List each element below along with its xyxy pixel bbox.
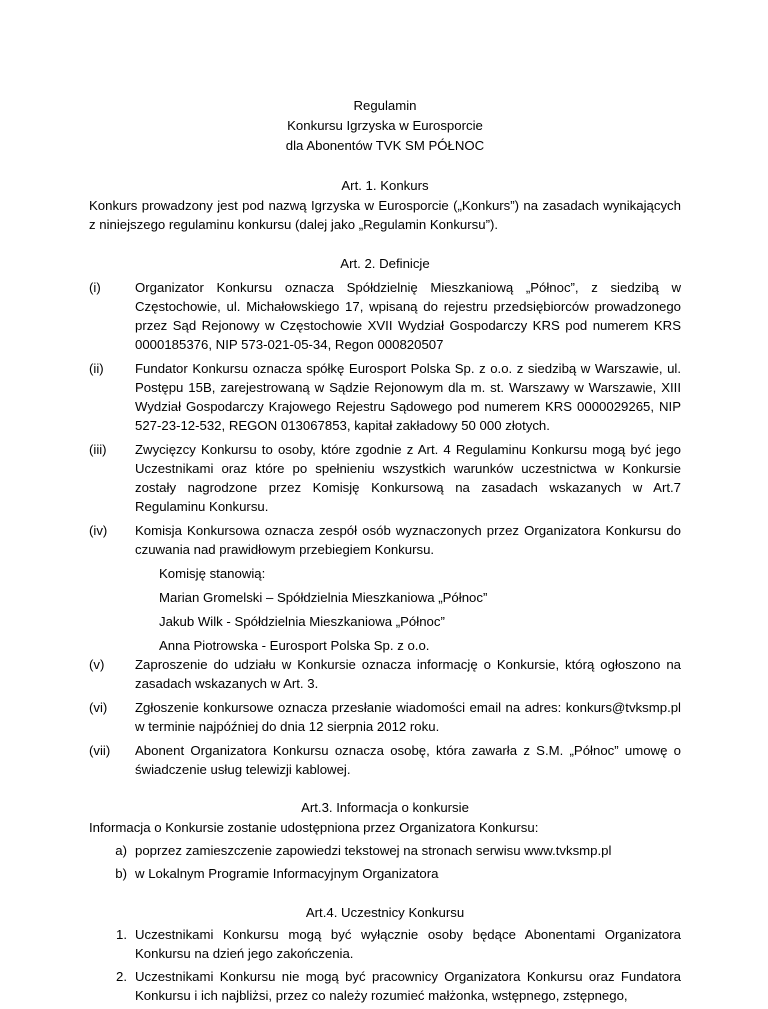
list-label: b) <box>115 866 127 881</box>
art1-heading: Art. 1. Konkurs <box>341 178 429 193</box>
definition-text: Komisja Konkursowa oznacza zespół osób wyznaczonych przez Organizatora Konkursu do czuwania nad prawidłowym przebiegiem Konkursu. <box>135 523 681 557</box>
list-text: Uczestnikami Konkursu nie mogą być pracownicy Organizatora Konkursu oraz Fundatora Konkursu i ich najbliżsi, przez co należy rozumieć małżonka, wstępnego, zstępnego, <box>135 969 681 1003</box>
definition-number: (ii) <box>89 361 104 376</box>
definition-item <box>89 521 681 559</box>
definition-number: (iii) <box>89 442 107 457</box>
definition-number: (v) <box>89 657 105 672</box>
definition-text: Abonent Organizatora Konkursu oznacza osobę, która zawarła z S.M. „Północ” umowę o świadczenie usług telewizji kablowej. <box>135 743 681 777</box>
title-line-3: dla Abonentów TVK SM PÓŁNOC <box>285 138 485 153</box>
definition-text: Organizator Konkursu oznacza Spółdzielnię Mieszkaniową „Północ”, z siedzibą w Częstochowie, ul. Michałowskiego 17, wpisaną do rejestru przedsiębiorców prowadzonego przez Sąd Rejonowy w Częstochowie XVII Wydział Gospodarczy KRS pod numerem KRS 0000185376, NIP 573-021-05-34, Regon 000820507 <box>135 280 681 352</box>
title-line-1: Regulamin <box>353 98 417 113</box>
art1-text: Konkurs prowadzony jest pod nazwą Igrzyska w Eurosporcie („Konkurs”) na zasadach wynikających z niniejszego regulaminu konkursu (dalej jako „Regulamin Konkursu”). <box>89 198 681 232</box>
list-text: w Lokalnym Programie Informacyjnym Organizatora <box>135 866 439 881</box>
definition-item <box>89 440 681 516</box>
list-label: a) <box>115 843 127 858</box>
list-label: 2. <box>116 969 127 984</box>
list-item <box>89 967 681 1005</box>
list-item <box>89 841 681 860</box>
definition-number: (i) <box>89 280 101 295</box>
definition-text: Zaproszenie do udziału w Konkursie oznacza informację o Konkursie, którą ogłoszono na zasadach wskazanych w Art. 3. <box>135 657 681 691</box>
committee-intro: Komisję stanowią: <box>159 566 266 581</box>
list-item <box>89 864 681 883</box>
definition-item <box>89 741 681 779</box>
definition-text: Zgłoszenie konkursowe oznacza przesłanie wiadomości email na adres: konkurs@tvksmp.pl w terminie najpóźniej do dnia 12 sierpnia 2012 roku. <box>135 700 681 734</box>
committee-member: Marian Gromelski – Spółdzielnia Mieszkaniowa „Północ” <box>159 590 488 605</box>
list-label: 1. <box>116 927 127 942</box>
art2-heading: Art. 2. Definicje <box>340 256 430 271</box>
definition-text: Fundator Konkursu oznacza spółkę Eurosport Polska Sp. z o.o. z siedzibą w Warszawie, ul. Postępu 15B, zarejestrowaną w Sądzie Rejonowym dla m. st. Warszawy w Warszawie, XIII Wydział Gospodarczy Krajowego Rejestru Sądowego pod numerem KRS 0000029265, NIP 527-23-12-532, REGON 013067853, kapitał zakładowy 50 000 złotych. <box>135 361 681 433</box>
document-title-block <box>89 96 681 156</box>
list-text: poprzez zamieszczenie zapowiedzi tekstowej na stronach serwisu www.tvksmp.pl <box>135 843 612 858</box>
definition-text: Zwycięzcy Konkursu to osoby, które zgodnie z Art. 4 Regulaminu Konkursu mogą być jego Uczestnikami oraz które po spełnieniu wszystkich warunków uczestnictwa w Konkursie zostały nagrodzone przez Komisję Konkursową na zasadach wskazanych w Art.7 Regulaminu Konkursu. <box>135 442 681 514</box>
definition-number: (vii) <box>89 743 111 758</box>
art3-heading: Art.3. Informacja o konkursie <box>301 800 469 815</box>
committee-member: Jakub Wilk - Spółdzielnia Mieszkaniowa „Północ” <box>159 614 445 629</box>
definition-number: (vi) <box>89 700 108 715</box>
list-item <box>89 925 681 963</box>
definition-item <box>89 655 681 693</box>
definition-item <box>89 698 681 736</box>
committee-member: Anna Piotrowska - Eurosport Polska Sp. z o.o. <box>159 638 430 653</box>
definition-item <box>89 278 681 354</box>
list-text: Uczestnikami Konkursu mogą być wyłącznie osoby będące Abonentami Organizatora Konkursu na dzień jego zakończenia. <box>135 927 681 961</box>
document-page <box>89 96 681 1009</box>
art3-intro: Informacja o Konkursie zostanie udostępniona przez Organizatora Konkursu: <box>89 820 539 835</box>
definition-number: (iv) <box>89 523 108 538</box>
art4-heading: Art.4. Uczestnicy Konkursu <box>305 905 465 920</box>
title-line-2: Konkursu Igrzyska w Eurosporcie <box>287 118 483 133</box>
definition-item <box>89 359 681 435</box>
